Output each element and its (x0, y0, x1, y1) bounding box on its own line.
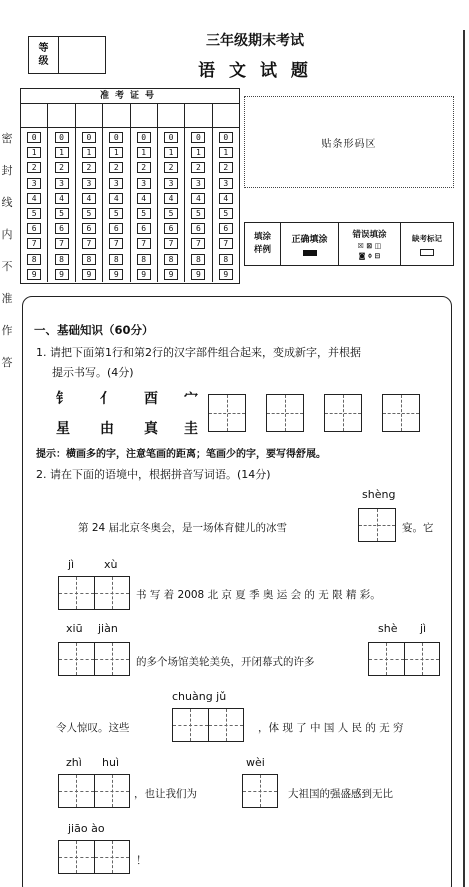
digit-bubble[interactable]: 2 (219, 162, 233, 173)
digit-bubble[interactable]: 5 (164, 208, 178, 219)
exam-number-column (158, 128, 185, 282)
exam-number-write-row (21, 104, 239, 128)
q2-text-line1: 2. 请在下面的语境中，根据拼音写词语。(14分) (36, 468, 271, 481)
digit-bubble[interactable]: 8 (55, 254, 69, 265)
digit-bubble[interactable]: 7 (191, 238, 205, 249)
digit-bubble[interactable]: 0 (82, 132, 96, 143)
digit-bubble[interactable]: 9 (191, 269, 205, 280)
exam-number-column (213, 128, 239, 282)
digit-bubble[interactable]: 4 (27, 193, 41, 204)
q2-sentence-1a: 第 24 届北京冬奥会，是一场体育健儿的冰雪 (78, 522, 288, 534)
q1-text-line1: 1. 请把下面第1行和第2行的汉字部件组合起来，变成新字，并根据 (36, 346, 361, 359)
exam-number-bubble-columns (21, 128, 239, 282)
digit-bubble[interactable]: 5 (109, 208, 123, 219)
digit-bubble[interactable]: 7 (164, 238, 178, 249)
digit-bubble[interactable]: 2 (109, 162, 123, 173)
digit-bubble[interactable]: 6 (27, 223, 41, 234)
pinyin-wei: wèi (246, 756, 265, 769)
digit-bubble[interactable]: 3 (191, 178, 205, 189)
digit-bubble[interactable]: 6 (55, 223, 69, 234)
digit-bubble[interactable]: 7 (82, 238, 96, 249)
grade-label: 等 级 (29, 37, 59, 73)
digit-bubble[interactable]: 8 (164, 254, 178, 265)
pinyin-ji: jì (68, 558, 75, 571)
digit-bubble[interactable]: 4 (191, 193, 205, 204)
q1-tip: 提示：横画多的字，注意笔画的距离；笔画少的字，要写得舒展。 (36, 449, 326, 460)
digit-bubble[interactable]: 2 (27, 162, 41, 173)
digit-bubble[interactable]: 0 (191, 132, 205, 143)
digit-bubble[interactable]: 7 (219, 238, 233, 249)
pinyin-chuangju: chuàng jǔ (172, 690, 227, 703)
digit-bubble[interactable]: 0 (27, 132, 41, 143)
q1-text-line2: 提示书写。(4分) (52, 366, 134, 379)
q2-sentence-4b: ，体 现 了 中 国 人 民 的 无 穷 (258, 722, 404, 734)
digit-bubble[interactable]: 2 (137, 162, 151, 173)
digit-bubble[interactable]: 3 (137, 178, 151, 189)
answer-jiaoao[interactable] (58, 840, 130, 874)
exam-title: 三年级期末考试 (206, 33, 304, 49)
q2-sentence-5a: ，也让我们为 (134, 788, 197, 800)
digit-bubble[interactable]: 8 (82, 254, 96, 265)
digit-bubble[interactable]: 8 (219, 254, 233, 265)
digit-bubble[interactable]: 2 (55, 162, 69, 173)
q2-sentence-1b: 宴。它 (402, 522, 434, 534)
digit-bubble[interactable]: 8 (137, 254, 151, 265)
digit-bubble[interactable]: 9 (82, 269, 96, 280)
digit-bubble[interactable]: 2 (164, 162, 178, 173)
digit-bubble[interactable]: 9 (137, 269, 151, 280)
answer-sheng[interactable] (358, 508, 396, 542)
digit-bubble[interactable]: 5 (82, 208, 96, 219)
component-r1-1: 钅 (56, 391, 70, 407)
grade-value-field[interactable] (59, 37, 105, 73)
subject-title: 语 文 试 题 (198, 61, 312, 81)
digit-bubble[interactable]: 5 (27, 208, 41, 219)
digit-bubble[interactable]: 2 (191, 162, 205, 173)
wrong-fill-icons-row-1: ☒ ⊠ ◫ (357, 241, 382, 250)
pinyin-she: shè (378, 622, 398, 635)
wrong-fill-example: 错误填涂 ☒ ⊠ ◫ ◙ ⌽ ⊟ (339, 223, 401, 265)
digit-bubble[interactable]: 2 (82, 162, 96, 173)
component-r1-4: 宀 (184, 391, 198, 407)
digit-bubble[interactable]: 3 (27, 178, 41, 189)
digit-bubble[interactable]: 0 (219, 132, 233, 143)
digit-bubble[interactable]: 5 (55, 208, 69, 219)
digit-bubble[interactable]: 3 (164, 178, 178, 189)
digit-bubble[interactable]: 9 (55, 269, 69, 280)
pinyin-sheng: shèng (362, 488, 396, 501)
answer-box-4[interactable] (382, 394, 420, 432)
answer-jixu[interactable] (58, 576, 130, 610)
digit-bubble[interactable]: 4 (109, 193, 123, 204)
q2-sentence-3: 的多个场馆美轮美奂，开闭幕式的许多 (136, 656, 315, 668)
pinyin-jiaoao: jiāo ào (68, 822, 105, 835)
digit-bubble[interactable]: 1 (137, 147, 151, 158)
answer-wei[interactable] (242, 774, 278, 808)
digit-bubble[interactable]: 6 (109, 223, 123, 234)
fill-example-label: 填涂 样例 (245, 223, 281, 265)
digit-bubble[interactable]: 6 (219, 223, 233, 234)
digit-bubble[interactable]: 0 (164, 132, 178, 143)
digit-bubble[interactable]: 1 (191, 147, 205, 158)
digit-bubble[interactable]: 6 (164, 223, 178, 234)
exam-number-column (76, 128, 103, 282)
digit-bubble[interactable]: 0 (109, 132, 123, 143)
digit-bubble[interactable]: 9 (27, 269, 41, 280)
pinyin-jian: jiàn (98, 622, 118, 635)
component-r2-1: 星 (56, 421, 70, 437)
pinyin-xu: xù (104, 558, 118, 571)
digit-bubble[interactable]: 6 (191, 223, 205, 234)
seal-line-text: 密 封 线 内 不 准 作 答 (1, 132, 13, 369)
component-r1-3: 酉 (144, 391, 158, 407)
exam-number-grid (20, 88, 240, 284)
digit-bubble[interactable]: 8 (27, 254, 41, 265)
digit-bubble[interactable]: 4 (82, 193, 96, 204)
digit-bubble[interactable]: 1 (82, 147, 96, 158)
component-r1-2: 亻 (100, 391, 114, 407)
digit-bubble[interactable]: 7 (55, 238, 69, 249)
digit-bubble[interactable]: 0 (137, 132, 151, 143)
pinyin-hui: huì (102, 756, 119, 769)
wrong-fill-icons-row-2: ◙ ⌽ ⊟ (358, 251, 381, 260)
barcode-area: 贴条形码区 (244, 96, 454, 188)
digit-bubble[interactable]: 4 (164, 193, 178, 204)
digit-bubble[interactable]: 7 (27, 238, 41, 249)
digit-bubble[interactable]: 1 (219, 147, 233, 158)
digit-bubble[interactable]: 3 (109, 178, 123, 189)
digit-bubble[interactable]: 5 (137, 208, 151, 219)
exam-number-column (21, 128, 48, 282)
answer-box-2[interactable] (266, 394, 304, 432)
digit-bubble[interactable]: 5 (219, 208, 233, 219)
answer-sheji[interactable] (368, 642, 440, 676)
answer-chuangju[interactable] (172, 708, 244, 742)
digit-bubble[interactable]: 6 (82, 223, 96, 234)
answer-box-3[interactable] (324, 394, 362, 432)
absent-mark: 缺考标记 (401, 223, 453, 265)
answer-zhihui[interactable] (58, 774, 130, 808)
digit-bubble[interactable]: 6 (137, 223, 151, 234)
answer-xiujian[interactable] (58, 642, 130, 676)
exam-number-title: 准考证号 (21, 89, 239, 104)
filled-bubble-icon (303, 250, 317, 256)
q2-sentence-5b: 大祖国的强盛感到无比 (288, 788, 393, 800)
digit-bubble[interactable]: 3 (82, 178, 96, 189)
digit-bubble[interactable]: 1 (55, 147, 69, 158)
digit-bubble[interactable]: 8 (109, 254, 123, 265)
pinyin-ji2: jì (420, 622, 427, 635)
digit-bubble[interactable]: 8 (191, 254, 205, 265)
page-edge-rule (463, 30, 465, 887)
digit-bubble[interactable]: 4 (137, 193, 151, 204)
exam-number-column (48, 128, 75, 282)
digit-bubble[interactable]: 4 (55, 193, 69, 204)
component-r2-4: 圭 (184, 421, 198, 437)
fill-example-table (244, 222, 454, 266)
q2-sentence-6: ！ (136, 854, 147, 867)
digit-bubble[interactable]: 0 (55, 132, 69, 143)
digit-bubble[interactable]: 9 (164, 269, 178, 280)
exam-number-column (131, 128, 158, 282)
exam-number-column (185, 128, 212, 282)
answer-box-1[interactable] (208, 394, 246, 432)
component-r2-2: 由 (100, 421, 114, 437)
digit-bubble[interactable]: 3 (55, 178, 69, 189)
absent-mark-bubble[interactable] (420, 249, 434, 256)
grade-box (28, 36, 106, 74)
exam-number-column (103, 128, 130, 282)
correct-fill-example: 正确填涂 (281, 223, 339, 265)
digit-bubble[interactable]: 5 (191, 208, 205, 219)
pinyin-zhi: zhì (66, 756, 82, 769)
q2-sentence-4a: 令人惊叹。这些 (56, 722, 130, 734)
digit-bubble[interactable]: 9 (109, 269, 123, 280)
component-r2-3: 真 (144, 421, 158, 437)
pinyin-xiu: xiū (66, 622, 83, 635)
digit-bubble[interactable]: 9 (219, 269, 233, 280)
q2-sentence-2: 书 写 着 2008 北 京 夏 季 奥 运 会 的 无 限 精 彩。 (136, 589, 381, 601)
digit-bubble[interactable]: 1 (164, 147, 178, 158)
digit-bubble[interactable]: 3 (219, 178, 233, 189)
digit-bubble[interactable]: 1 (109, 147, 123, 158)
digit-bubble[interactable]: 7 (109, 238, 123, 249)
section-heading: 一、基础知识（60分） (34, 323, 154, 337)
digit-bubble[interactable]: 1 (27, 147, 41, 158)
digit-bubble[interactable]: 4 (219, 193, 233, 204)
digit-bubble[interactable]: 7 (137, 238, 151, 249)
